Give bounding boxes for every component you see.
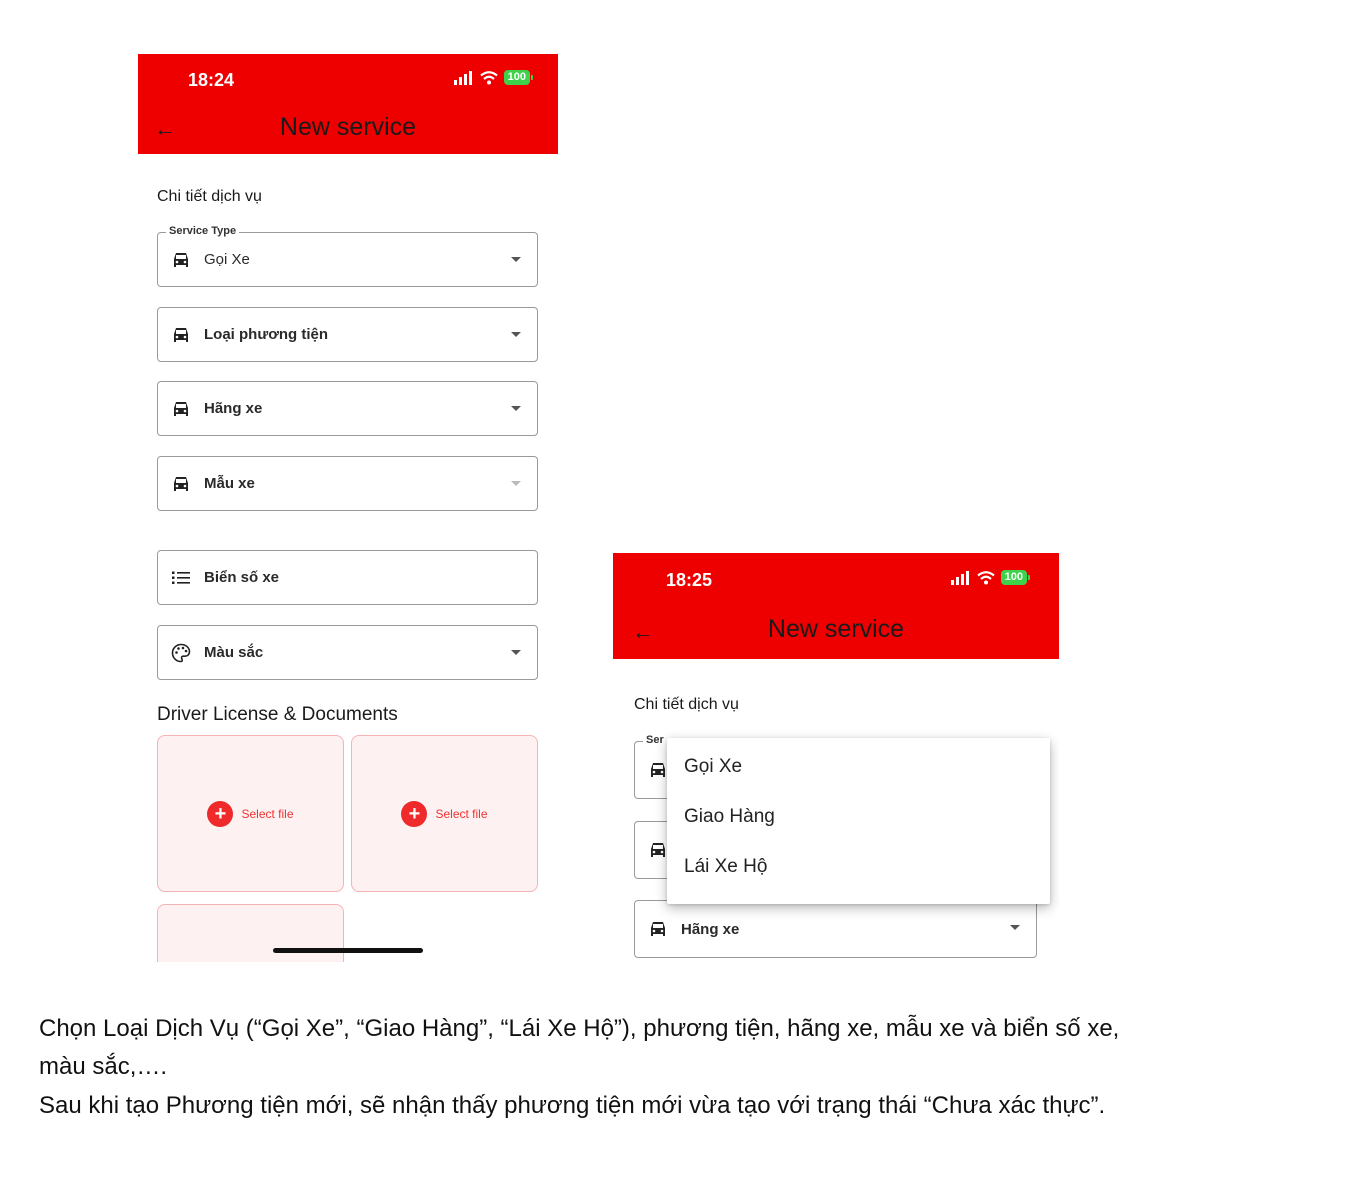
upload-box[interactable] [157, 735, 344, 892]
caption-line-3: Sau khi tạo Phương tiện mới, sẽ nhận thấy phương tiện mới vừa tạo với trạng thái “Chưa xác thực”. [39, 1092, 1106, 1119]
status-icons [454, 70, 530, 85]
upload-box[interactable] [351, 735, 538, 892]
brand-label: Hãng xe [681, 920, 740, 938]
status-time: 18:25 [666, 570, 713, 590]
brand-select[interactable] [634, 900, 1037, 958]
chevron-down-icon [511, 650, 521, 655]
car-icon [647, 839, 669, 861]
section-title: Chi tiết dịch vụ [634, 696, 739, 713]
battery-icon: 100 [1001, 570, 1027, 585]
list-numbered-icon [170, 567, 192, 589]
upload-box[interactable] [157, 904, 344, 962]
model-select[interactable] [157, 456, 538, 511]
vehicle-type-select[interactable] [157, 307, 538, 362]
wifi-icon [977, 571, 995, 585]
chevron-down-icon [1010, 925, 1020, 930]
signal-icon [454, 71, 474, 85]
car-icon [170, 249, 192, 271]
service-type-value: Gọi Xe [204, 251, 250, 268]
signal-icon [951, 571, 971, 585]
plus-icon: + [401, 801, 427, 827]
home-indicator [273, 948, 423, 953]
section-title: Chi tiết dịch vụ [157, 188, 262, 205]
wifi-icon [480, 71, 498, 85]
car-icon [647, 759, 669, 781]
plate-label: Biển số xe [204, 569, 280, 586]
select-file-label: Select file [435, 806, 488, 821]
brand-label: Hãng xe [204, 400, 263, 417]
plate-input[interactable] [157, 550, 538, 605]
brand-select[interactable] [157, 381, 538, 436]
chevron-down-icon [511, 332, 521, 337]
vehicle-type-label: Loại phương tiện [204, 326, 329, 343]
menu-item-goi-xe[interactable]: Gọi Xe [684, 756, 743, 777]
service-type-select[interactable] [157, 225, 538, 287]
back-arrow-icon[interactable]: ← [154, 116, 176, 141]
menu-item-lai-xe-ho[interactable]: Lái Xe Hộ [684, 856, 768, 877]
color-label: Màu sắc [204, 644, 264, 661]
palette-icon [170, 642, 192, 664]
phone-screen-1 [138, 54, 558, 962]
service-type-legend: Ser [643, 734, 667, 746]
car-icon [170, 324, 192, 346]
phone-screen-2 [613, 553, 1059, 973]
chevron-down-icon [511, 481, 521, 486]
chevron-down-icon [511, 406, 521, 411]
color-select[interactable] [157, 625, 538, 680]
model-label: Mẫu xe [204, 475, 255, 492]
service-type-legend: Service Type [166, 225, 239, 237]
caption-line-1: Chọn Loại Dịch Vụ (“Gọi Xe”, “Giao Hàng”, “Lái Xe Hộ”), phương tiện, hãng xe, mẫu xe và biển số xe, [39, 1015, 1120, 1042]
car-icon [647, 918, 669, 940]
app-bar [613, 553, 1059, 659]
status-time: 18:24 [188, 70, 235, 90]
select-file-label: Select file [241, 806, 294, 821]
page-title: New service [767, 615, 905, 643]
plus-icon: + [207, 801, 233, 827]
back-arrow-icon[interactable]: ← [632, 619, 654, 644]
status-icons [951, 570, 1027, 585]
service-type-dropdown-menu [667, 738, 1050, 904]
page-title: New service [279, 113, 417, 141]
car-icon [170, 398, 192, 420]
caption-line-2: màu sắc,…. [39, 1053, 168, 1080]
chevron-down-icon [511, 257, 521, 262]
car-icon [170, 473, 192, 495]
battery-icon: 100 [504, 70, 530, 85]
menu-item-giao-hang[interactable]: Giao Hàng [684, 806, 775, 827]
documents-title: Driver License & Documents [157, 704, 398, 725]
app-bar [138, 54, 558, 154]
